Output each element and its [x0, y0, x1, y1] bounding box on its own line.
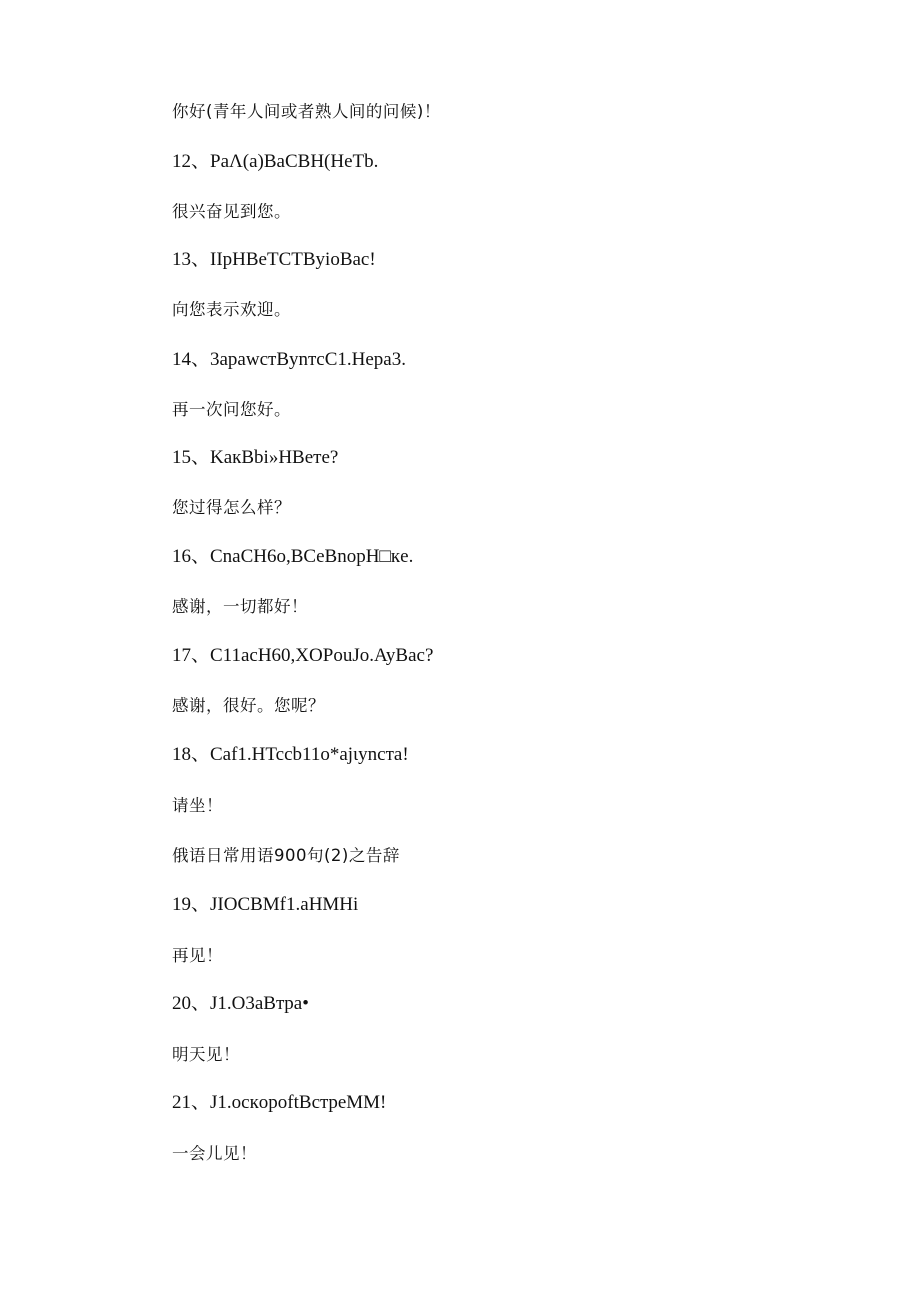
text-line: 您过得怎么样？	[172, 498, 291, 517]
text-line: 15、KaкBbi»HBeтe?	[172, 447, 339, 468]
text-line: 向您表示欢迎。	[172, 300, 291, 319]
text-line: 很兴奋见到您。	[172, 202, 291, 221]
section-heading: 俄语日常用语900句(2)之告辞	[172, 846, 400, 865]
text-line: 一会儿见！	[172, 1144, 257, 1163]
text-line: 请坐！	[172, 796, 223, 815]
text-line: 感谢，很好。您呢？	[172, 696, 325, 715]
text-line: 20、J1.O3aBтpa•	[172, 993, 309, 1014]
text-line: 14、3apawcтBynтcC1.Hepa3.	[172, 349, 406, 370]
text-line: 感谢，一切都好！	[172, 597, 308, 616]
text-line: 明天见！	[172, 1045, 240, 1064]
text-line: 你好(青年人间或者熟人间的问候)！	[172, 102, 441, 121]
text-line: 13、IIpHBeTCTByioBac!	[172, 249, 376, 270]
text-line: 17、C11acH60,XOPouJo.AyBac?	[172, 645, 434, 666]
text-line: 21、J1.ocкopoftBcтpeMM!	[172, 1092, 387, 1113]
text-line: 18、Caf1.HTccb11o*ajιyncтa!	[172, 744, 409, 765]
text-line: 16、CnaCH6o,BCeBnopH□кe.	[172, 546, 414, 567]
text-line: 再一次问您好。	[172, 400, 291, 419]
text-line: 再见！	[172, 946, 223, 965]
text-line: 12、PaΛ(a)BaCBH(HeTb.	[172, 151, 379, 172]
text-line: 19、JIOCBMf1.aHMHi	[172, 894, 359, 915]
